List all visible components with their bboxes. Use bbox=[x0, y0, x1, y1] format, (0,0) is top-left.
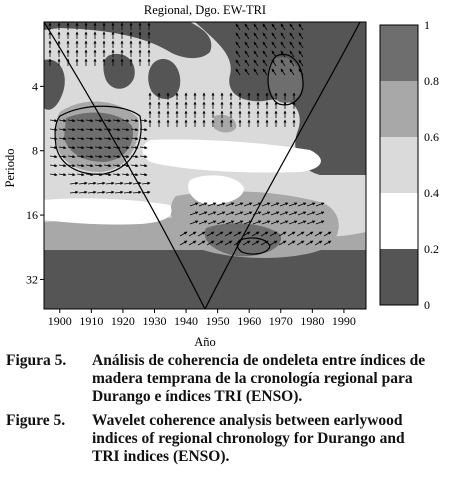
caption-es-line: madera temprana de la cronología regional para bbox=[92, 370, 413, 387]
x-axis-label: Año bbox=[194, 335, 216, 349]
x-tick-label: 1970 bbox=[268, 314, 293, 328]
caption-en-line: TRI indices (ENSO). bbox=[92, 448, 230, 465]
chart-title: Regional, Dgo. EW-TRI bbox=[143, 3, 267, 17]
y-tick-label: 32 bbox=[26, 272, 38, 287]
colorbar-tick-label: 0.6 bbox=[424, 130, 439, 144]
x-tick-label: 1990 bbox=[331, 314, 356, 328]
colorbar-band bbox=[380, 81, 418, 137]
x-tick-label: 1930 bbox=[142, 314, 167, 328]
caption-en-label: Figure 5. bbox=[6, 412, 66, 429]
x-tick-label: 1980 bbox=[300, 314, 325, 328]
low-coherence-region bbox=[44, 248, 366, 309]
caption-en-line: indices of regional chronology for Durango and bbox=[92, 430, 405, 447]
x-tick-label: 1920 bbox=[110, 314, 135, 328]
colorbar-band bbox=[380, 25, 418, 81]
y-tick-label: 4 bbox=[32, 79, 38, 94]
caption-es-line: Análisis de coherencia de ondeleta entre índices de bbox=[92, 352, 426, 369]
x-tick-label: 1960 bbox=[237, 314, 262, 328]
x-tick-label: 1950 bbox=[205, 314, 230, 328]
y-axis-label: Periodo bbox=[3, 148, 17, 188]
caption-en-line: Wavelet coherence analysis between earlywood bbox=[92, 412, 403, 429]
plot-area bbox=[44, 22, 366, 309]
x-tick-label: 1910 bbox=[79, 314, 104, 328]
colorbar-tick-label: 0 bbox=[424, 298, 430, 312]
caption-es-label: Figura 5. bbox=[6, 352, 67, 369]
x-tick-label: 1900 bbox=[47, 314, 72, 328]
y-tick-label: 16 bbox=[26, 208, 38, 223]
colorbar-tick-label: 0.2 bbox=[424, 242, 439, 256]
colorbar bbox=[380, 18, 439, 312]
colorbar-tick-label: 1 bbox=[424, 18, 430, 32]
x-tick-label: 1940 bbox=[174, 314, 199, 328]
y-axis bbox=[26, 79, 44, 286]
colorbar-tick-label: 0.4 bbox=[424, 186, 439, 200]
caption-es-line: Durango e índices TRI (ENSO). bbox=[92, 388, 303, 405]
colorbar-band bbox=[380, 249, 418, 305]
colorbar-band bbox=[380, 193, 418, 249]
colorbar-band bbox=[380, 137, 418, 193]
x-axis bbox=[48, 309, 356, 328]
colorbar-tick-label: 0.8 bbox=[424, 74, 439, 88]
y-tick-label: 8 bbox=[32, 143, 38, 158]
